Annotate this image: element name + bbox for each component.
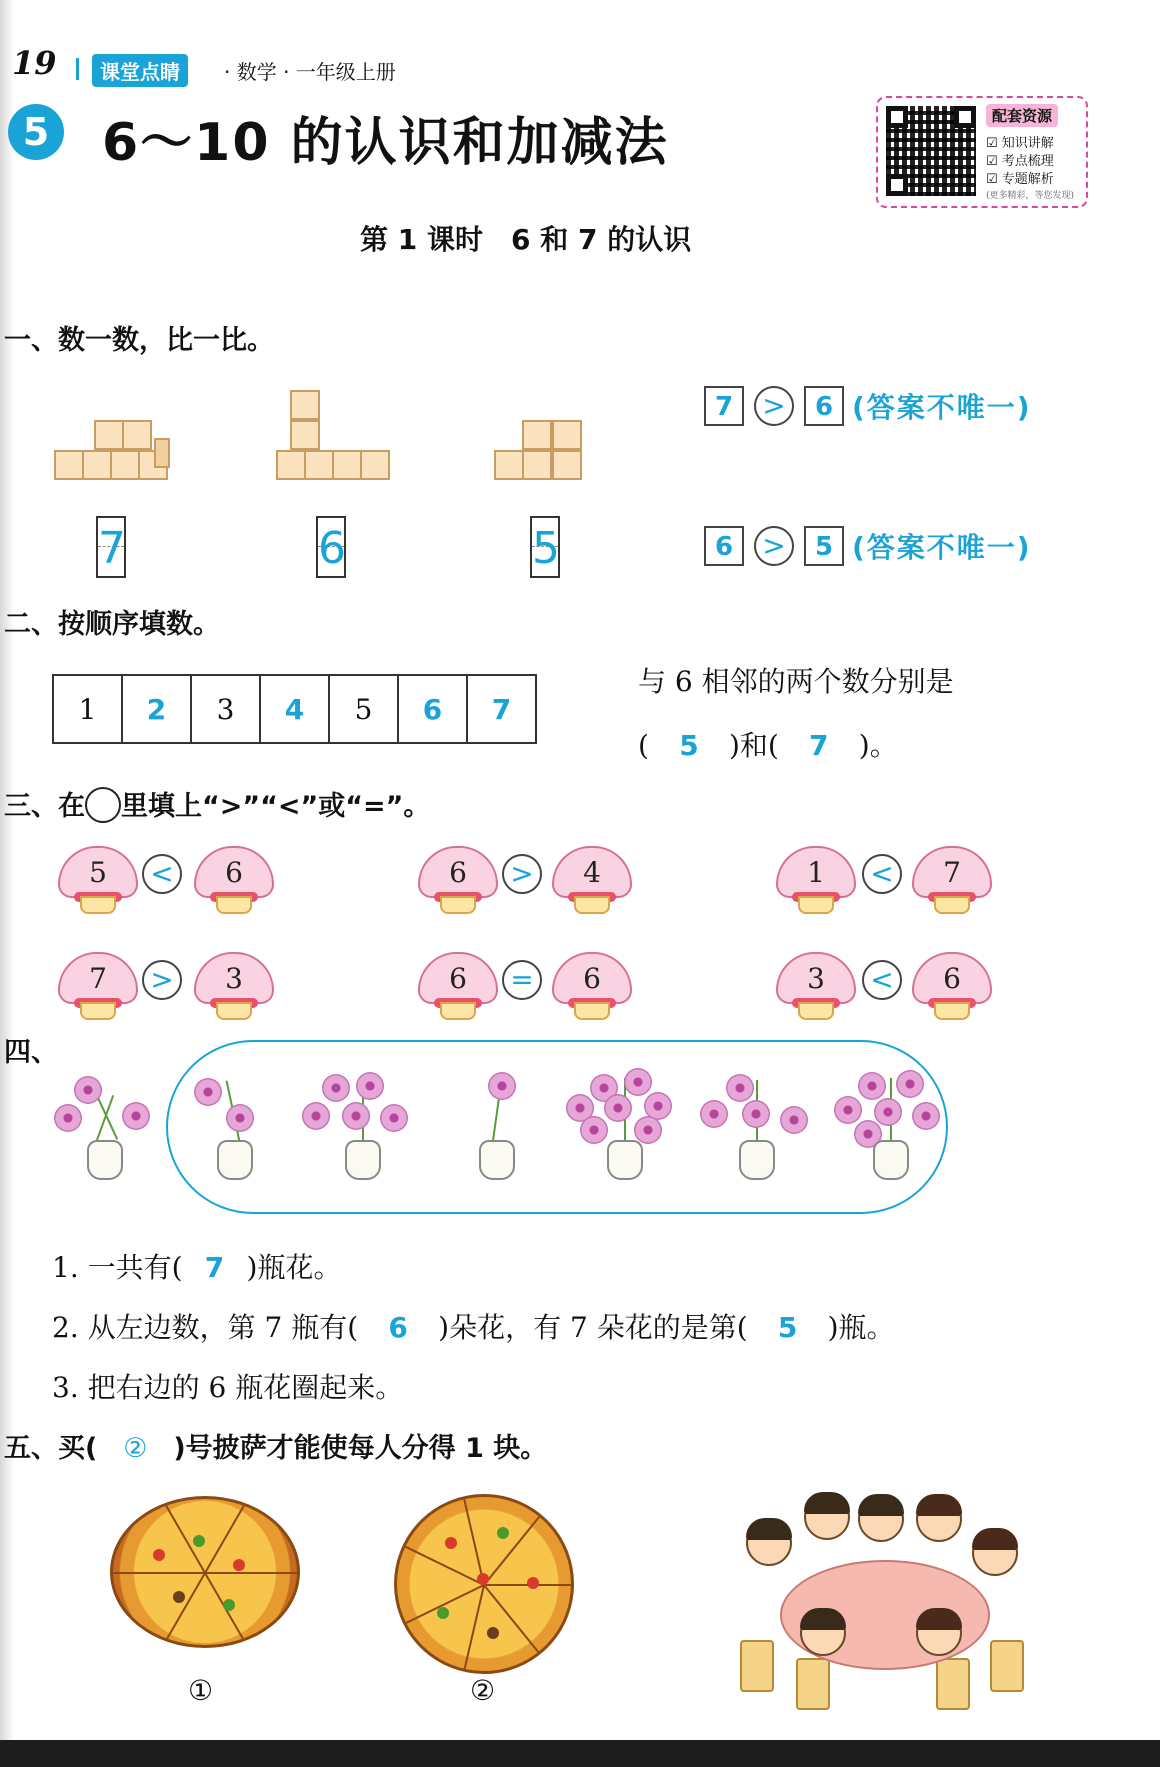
mushroom-card: 6 xyxy=(418,846,498,916)
mushroom-card: 6 xyxy=(912,952,992,1022)
compare2-left-box[interactable]: 6 xyxy=(704,526,744,566)
section5-answer[interactable]: ② xyxy=(123,1433,148,1464)
compare2-note: (答案不唯一) xyxy=(852,531,1032,564)
mushroom-card: 1 xyxy=(776,846,856,916)
cube-group-2 xyxy=(276,372,396,490)
compare1-note: (答案不唯一) xyxy=(852,391,1032,424)
section4-q1: 1. 一共有( 7 )瓶花。 xyxy=(52,1251,342,1284)
resource-title: 配套资源 xyxy=(986,104,1058,127)
flower-vase xyxy=(298,1060,428,1180)
writing-box-1[interactable]: 7 xyxy=(96,516,126,578)
qr-code-icon[interactable] xyxy=(886,106,976,196)
header-divider xyxy=(76,58,79,80)
section3-heading: 三、在 里填上“>”“<”或“=”。 xyxy=(4,784,430,823)
pizza-2-label: ② xyxy=(470,1674,496,1707)
sequence-cell[interactable]: 7 xyxy=(467,675,536,743)
blank-circle-icon xyxy=(85,787,121,823)
page-edge-shadow xyxy=(0,0,14,1767)
section5-heading: 五、买( ② )号披萨才能使每人分得 1 块。 xyxy=(4,1433,548,1464)
neighbor-answer-2[interactable]: 7 xyxy=(809,729,829,762)
lesson-title: 第 1 课时 6 和 7 的认识 xyxy=(360,223,692,256)
mushroom-card: 7 xyxy=(58,952,138,1022)
section2-heading: 二、按顺序填数。 xyxy=(4,609,220,640)
flower-vase xyxy=(40,1060,170,1180)
mushroom-card: 6 xyxy=(194,846,274,916)
sequence-table xyxy=(52,674,537,744)
q2-answer-1[interactable]: 6 xyxy=(388,1311,408,1344)
q2-answer-2[interactable]: 5 xyxy=(777,1311,798,1344)
resource-item-2: ☑ 考点梳理 xyxy=(986,154,1054,169)
compare2-symbol-circle[interactable]: > xyxy=(754,526,794,566)
flower-vase xyxy=(170,1060,300,1180)
children-at-table-illustration xyxy=(740,1490,1040,1710)
section1-heading: 一、数一数，比一比。 xyxy=(4,325,274,356)
resource-note: (更多精彩，等您发现) xyxy=(986,191,1075,201)
flower-vase xyxy=(826,1060,956,1180)
section4-heading: 四、 xyxy=(4,1037,58,1068)
cube-group-1 xyxy=(54,400,174,490)
header-tag: 课堂点睛 xyxy=(92,54,188,87)
sequence-cell[interactable]: 6 xyxy=(398,675,467,743)
writing-box-3[interactable]: 5 xyxy=(530,516,560,578)
compare-symbol-circle[interactable]: < xyxy=(142,854,182,894)
compare-symbol-circle[interactable]: > xyxy=(142,960,182,1000)
writing-box-2[interactable]: 6 xyxy=(316,516,346,578)
pizza-2-icon[interactable] xyxy=(394,1494,574,1674)
section2-question: 与 6 相邻的两个数分别是 xyxy=(638,665,954,698)
pizza-1-label: ① xyxy=(188,1674,214,1707)
pizza-1-icon[interactable] xyxy=(110,1496,300,1648)
compare1-right-box[interactable]: 6 xyxy=(804,386,844,426)
section4-q3: 3. 把右边的 6 瓶花圈起来。 xyxy=(52,1371,404,1404)
sequence-cell[interactable]: 2 xyxy=(122,675,191,743)
sequence-cell: 3 xyxy=(191,675,260,743)
flower-vase xyxy=(432,1060,562,1180)
flower-vase xyxy=(692,1060,822,1180)
bottom-edge xyxy=(0,1740,1160,1767)
mushroom-card: 6 xyxy=(418,952,498,1022)
unit-title: 6～10 的认识和加减法 xyxy=(102,113,669,173)
cube-group-3 xyxy=(494,390,604,490)
sequence-cell: 1 xyxy=(53,675,122,743)
mushroom-card: 6 xyxy=(552,952,632,1022)
flower-vase xyxy=(560,1060,690,1180)
compare-symbol-circle[interactable]: = xyxy=(502,960,542,1000)
neighbor-answer-1[interactable]: 5 xyxy=(679,729,699,762)
mushroom-card: 5 xyxy=(58,846,138,916)
compare-symbol-circle[interactable]: < xyxy=(862,960,902,1000)
section4-q2: 2. 从左边数，第 7 瓶有( 6 )朵花，有 7 朵花的是第( 5 )瓶。 xyxy=(52,1311,895,1344)
compare2-right-box[interactable]: 5 xyxy=(804,526,844,566)
compare-symbol-circle[interactable]: > xyxy=(502,854,542,894)
q1-answer[interactable]: 7 xyxy=(204,1251,225,1284)
unit-number-badge: 5 xyxy=(8,104,64,160)
resource-item-3: ☑ 专题解析 xyxy=(986,172,1054,187)
resource-item-1: ☑ 知识讲解 xyxy=(986,136,1054,151)
mushroom-card: 7 xyxy=(912,846,992,916)
mushroom-card: 4 xyxy=(552,846,632,916)
sequence-cell: 5 xyxy=(329,675,398,743)
mushroom-card: 3 xyxy=(776,952,856,1022)
header-subtitle: · 数学 · 一年级上册 xyxy=(224,60,396,84)
mushroom-card: 3 xyxy=(194,952,274,1022)
compare1-symbol-circle[interactable]: > xyxy=(754,386,794,426)
resource-box[interactable] xyxy=(876,96,1088,208)
compare-symbol-circle[interactable]: < xyxy=(862,854,902,894)
compare1-left-box[interactable]: 7 xyxy=(704,386,744,426)
section2-answer-line: ( 5 )和( 7 )。 xyxy=(638,729,898,762)
sequence-cell[interactable]: 4 xyxy=(260,675,329,743)
page-number: 19 xyxy=(12,44,57,82)
